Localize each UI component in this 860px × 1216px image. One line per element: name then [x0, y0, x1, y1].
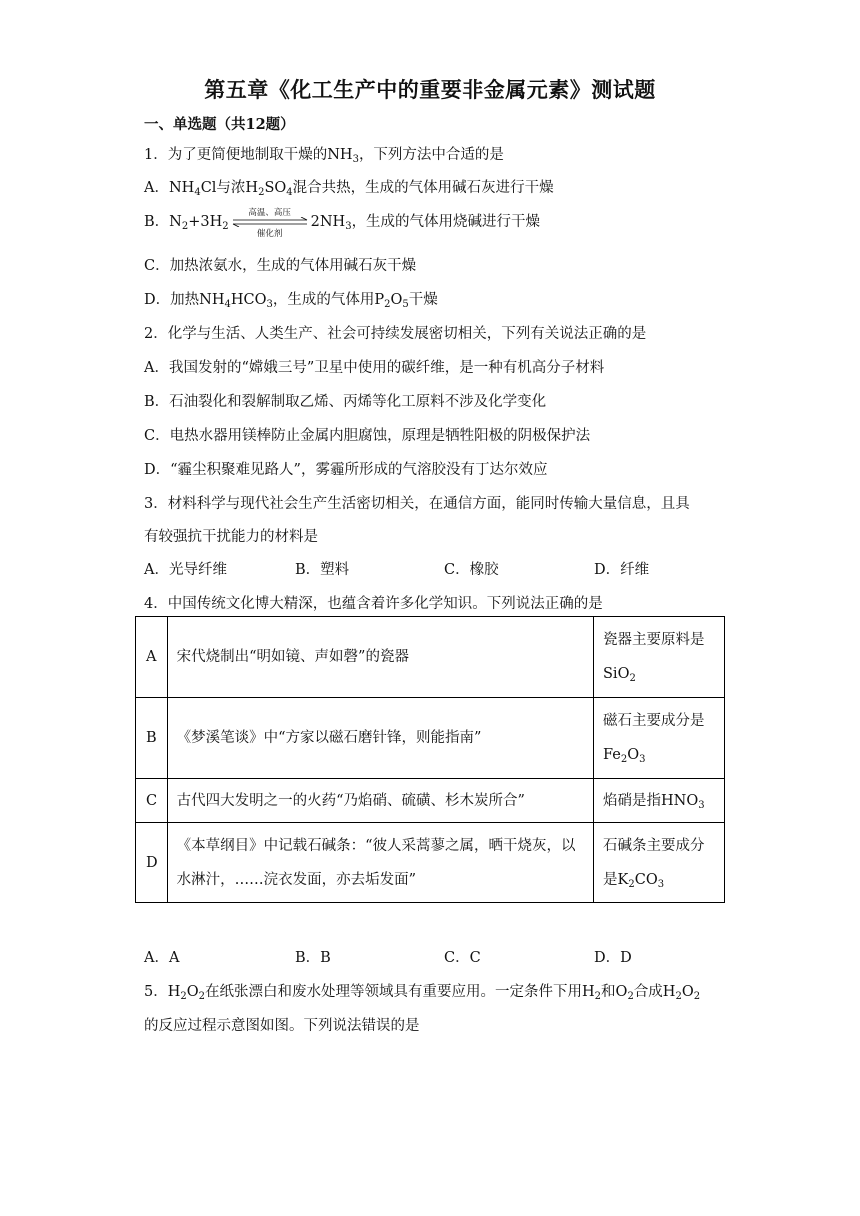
row-answer-line2: SiO$_2$ [603, 666, 636, 684]
table-row [136, 779, 725, 823]
q4-option-b: B．B [295, 950, 331, 966]
row-text: 《本草纲目》中记载石碱条：“彼人采蒿蓼之属，晒干烧灰，以 水淋汁，……浣衣发面，亦去垢发面” [167, 823, 593, 903]
row-answer: 磁石主要成分是 $Fe_2O_3$ [594, 698, 725, 779]
q4-table [135, 616, 725, 903]
row-answer: 焰硝是指$HNO_3$ [594, 779, 725, 823]
q1-option-c: C．加热浓氨水，生成的气体用碱石灰干燥 [144, 258, 417, 274]
q3-option-c: C．橡胶 [444, 562, 499, 578]
q2-option-c: C．电热水器用镁棒防止金属内胆腐蚀，原理是牺牲阳极的阴极保护法 [144, 428, 591, 444]
equilibrium-arrow-icon [231, 208, 309, 239]
row-text: 《梦溪笔谈》中“方家以磁石磨针锋，则能指南” [167, 698, 593, 779]
row-text: 古代四大发明之一的火药“乃焰硝、硫磺、杉木炭所合” [167, 779, 593, 823]
q1-stem-pre: 1．为了更简便地制取干燥的NH [144, 147, 353, 163]
table-row [136, 698, 725, 779]
q1-stem: 1．为了更简便地制取干燥的$NH_3$，下列方法中合适的是 [144, 147, 504, 165]
arrow-condition-bottom: 催化剂 [256, 229, 283, 239]
table-row [136, 823, 725, 903]
q2-option-d: D．“霾尘积聚难见路人”，雾霾所形成的气溶胶没有丁达尔效应 [144, 462, 548, 478]
q4-option-c: C．C [444, 950, 481, 966]
row-answer: 瓷器主要原料是 SiO$_2$ [594, 617, 725, 698]
section-heading: 一、单选题（共12题） [144, 116, 295, 133]
q2-option-a: A．我国发射的“嫦娥三号”卫星中使用的碳纤维，是一种有机高分子材料 [144, 360, 605, 376]
row-answer: 石碱条主要成分 是$K_2CO_3$ [594, 823, 725, 903]
q3-option-b: B．塑料 [295, 562, 350, 578]
arrow-condition-top: 高温、高压 [248, 208, 291, 218]
page-title: 第五章《化工生产中的重要非金属元素》测试题 [204, 77, 656, 102]
q4-option-a: A．A [144, 950, 180, 966]
q1-stem-post: ，下列方法中合适的是 [358, 147, 504, 163]
row-key: C [136, 779, 168, 823]
q2-stem: 2．化学与生活、人类生产、社会可持续发展密切相关，下列有关说法正确的是 [144, 326, 647, 342]
q2-option-b: B．石油裂化和裂解制取乙烯、丙烯等化工原料不涉及化学变化 [144, 394, 547, 410]
q3-option-d: D．纤维 [594, 562, 650, 578]
q1-option-d: D．加热$NH_4HCO_3$，生成的气体用$P_2O_5$干燥 [144, 292, 438, 310]
row-key: A [136, 617, 168, 698]
q1-option-b-post: $2NH_3$，生成的气体用烧碱进行干燥 [310, 214, 541, 232]
q3-stem-line1: 3．材料科学与现代社会生产生活密切相关，在通信方面，能同时传输大量信息，且具 [144, 496, 690, 512]
q1-option-a: A．$NH_4Cl$与浓$H_2SO_4$混合共热，生成的气体用碱石灰进行干燥 [144, 180, 554, 198]
q1-option-b [144, 208, 541, 239]
q3-stem-line2: 有较强抗干扰能力的材料是 [144, 529, 318, 545]
q3-option-a: A．光导纤维 [144, 562, 227, 578]
q5-stem-line2: 的反应过程示意图如图。下列说法错误的是 [144, 1018, 420, 1034]
q1-option-b-pre: B．$N_2+3H_2$ [144, 214, 229, 232]
q4-stem: 4．中国传统文化博大精深，也蕴含着许多化学知识。下列说法正确的是 [144, 596, 603, 612]
q5-stem-line1: 5．$H_2O_2$在纸张漂白和废水处理等领域具有重要应用。一定条件下用$H_2$和$O_2$合成$H_2O_2$ [144, 984, 701, 1002]
row-text: 宋代烧制出“明如镜、声如磬”的瓷器 [167, 617, 593, 698]
row-key: B [136, 698, 168, 779]
table-row [136, 617, 725, 698]
row-answer-line2: $Fe_2O_3$ [603, 747, 646, 765]
row-key: D [136, 823, 168, 903]
q4-option-d: D．D [594, 950, 632, 966]
